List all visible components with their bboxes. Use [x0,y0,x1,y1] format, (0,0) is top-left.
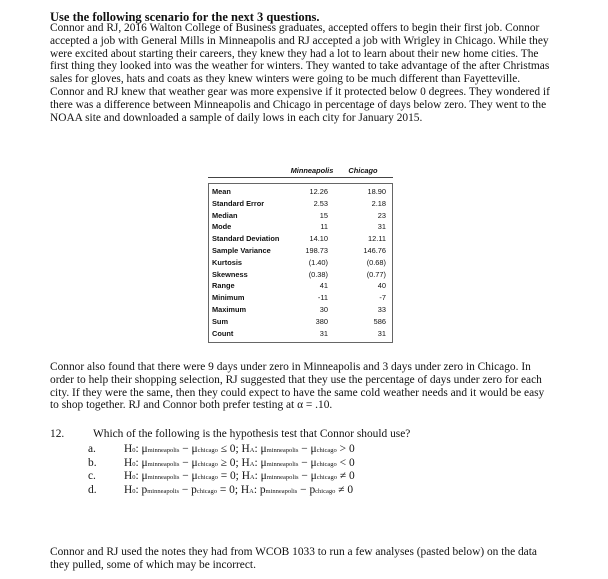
intro-paragraph: Connor and RJ, 2016 Walton College of Business graduates, accepted offers to begin their first job. Connor accepted a job with General Mills in Minneapolis and RJ accepted a job with Wrigley in Chicago. While they were excited about starting their careers, they knew they had a lot to learn about their new home cities. The first thing they looked into was the weather for winters. They wanted to take advantage of the after Christmas sales for gloves, hats and coats as they knew winters were going to be much different than Fayetteville. Connor and RJ knew that weather gear was more expensive if it protected below 0 degrees. They wondered if there was a difference between Minneapolis and Chicago in percentage of days below zero. They went to the NOAA site and downloaded a sample of daily lows in each city for January 2015. [50,22,550,124]
descriptive-stats-table [208,166,393,344]
chicago-value: (0.77) [366,269,386,279]
minneapolis-value: 12.26 [309,187,328,196]
row-label: Mode [212,222,232,232]
row-label: Range [212,281,235,291]
table-row [209,258,392,268]
table-row [209,211,392,221]
row-label: Maximum [212,305,247,314]
row-label: Skewness [212,269,248,279]
row-label: Sample Variance [212,246,271,255]
chicago-value: -7 [379,293,386,303]
row-label: Minimum [212,293,245,303]
chicago-value: (0.68) [366,257,386,267]
minneapolis-value: (0.38) [308,269,328,279]
table-row [209,234,392,244]
row-label: Count [212,328,234,338]
hypothesis-expression: H0: μminneapolis − μchicago ≥ 0; HA: μminneapolis − μchicago < 0 [124,456,355,469]
table-row [209,281,392,291]
scenario-heading: Use the following scenario for the next 3 questions. [50,10,320,24]
row-label: Median [212,210,238,220]
table-row [209,187,392,197]
minneapolis-value: 380 [315,316,328,326]
followup-paragraph: Connor also found that there were 9 days under zero in Minneapolis and 3 days under zero in Chicago. In order to help their shopping selection, RJ suggested that they use the percentage of days under zero for each city. If they were the same, then they could expect to have the same cold weather needs and it would be easy to shop together. RJ and Connor both prefer testing at α = .10. [50,361,545,412]
minneapolis-value: (1.40) [308,257,328,267]
option-letter: a. [88,443,96,455]
table-row [209,199,392,209]
chicago-value: 31 [377,328,386,338]
minneapolis-value: 198.73 [305,246,328,255]
column-header-minneapolis: Minneapolis [290,166,334,175]
column-header-chicago: Chicago [348,166,378,175]
minneapolis-value: 15 [319,210,328,220]
minneapolis-value: -11 [317,293,328,303]
row-label: Sum [212,316,229,326]
hypothesis-expression: H0: pminneapolis − pchicago = 0; HA: pminneapolis − pchicago ≠ 0 [124,483,354,496]
chicago-value: 31 [377,222,386,232]
row-label: Mean [212,187,231,196]
minneapolis-value: 11 [320,222,328,232]
table-row [209,317,392,327]
row-label: Standard Error [212,198,265,208]
row-label: Kurtosis [212,257,242,267]
chicago-value: 2.18 [371,198,386,208]
hypothesis-expression: H0: μminneapolis − μchicago = 0; HA: μminneapolis − μchicago ≠ 0 [124,470,355,482]
question-number: 12. [50,428,65,440]
option-letter: d. [88,483,97,496]
row-label: Standard Deviation [212,234,280,244]
minneapolis-value: 14.10 [309,234,328,244]
hypothesis-expression: H0: μminneapolis − μchicago ≤ 0; HA: μminneapolis − μchicago > 0 [124,443,355,455]
minneapolis-value: 30 [319,305,328,314]
minneapolis-value: 2.53 [313,198,328,208]
table-header [208,166,393,178]
table-row [209,246,392,256]
question-text: Which of the following is the hypothesis test that Connor should use? [93,428,411,440]
minneapolis-value: 41 [319,281,328,291]
minneapolis-value: 31 [319,328,328,338]
table-row [209,329,392,339]
table-row [209,305,392,315]
table-row [209,293,392,303]
chicago-value: 586 [373,316,386,326]
table-row [209,270,392,280]
option-letter: b. [88,456,97,469]
chicago-value: 146.76 [363,246,386,255]
chicago-value: 12.11 [368,234,386,244]
chicago-value: 18.90 [367,187,386,196]
option-letter: c. [88,470,96,482]
chicago-value: 23 [377,210,386,220]
table-body [208,183,393,343]
chicago-value: 40 [377,281,386,291]
closing-paragraph: Connor and RJ used the notes they had from WCOB 1033 to run a few analyses (pasted below) on the data they pulled, some of which may be incorrect. [50,546,537,571]
table-row [209,222,392,232]
chicago-value: 33 [377,305,386,314]
